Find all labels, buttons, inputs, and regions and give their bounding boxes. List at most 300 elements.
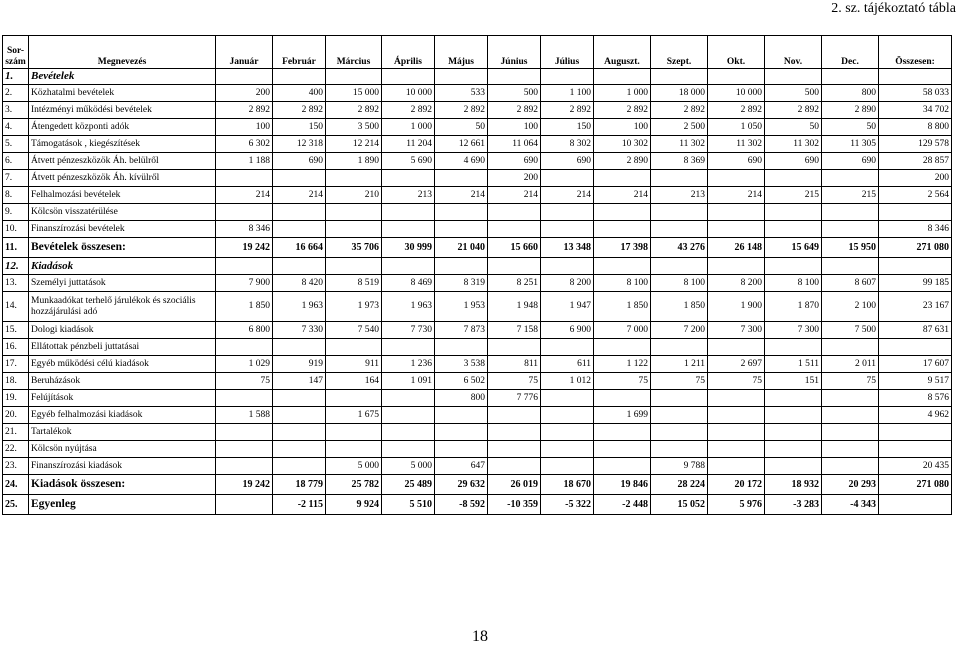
- column-header: Január: [216, 36, 273, 69]
- month-value-cell: [708, 441, 765, 458]
- row-label: Felhalmozási bevételek: [29, 187, 216, 204]
- table-row: [3, 339, 952, 356]
- month-value-cell: 18 932: [765, 475, 822, 495]
- month-value-cell: 533: [435, 85, 488, 102]
- month-value-cell: 7 873: [435, 322, 488, 339]
- month-value-cell: 26 019: [488, 475, 541, 495]
- month-value-cell: [541, 390, 594, 407]
- table-row: [3, 85, 952, 102]
- table-row: [3, 187, 952, 204]
- table-row: [3, 441, 952, 458]
- month-value-cell: 2 011: [822, 356, 879, 373]
- row-label: Egyéb működési célú kiadások: [29, 356, 216, 373]
- month-value-cell: 26 148: [708, 238, 765, 258]
- month-value-cell: 50: [822, 119, 879, 136]
- month-value-cell: [326, 69, 382, 85]
- month-value-cell: 214: [594, 187, 651, 204]
- month-value-cell: [435, 407, 488, 424]
- month-value-cell: 1 588: [216, 407, 273, 424]
- row-total-cell: [879, 69, 952, 85]
- row-number: 6.: [3, 153, 29, 170]
- row-total-cell: 20 435: [879, 458, 952, 475]
- row-label: Munkaadókat terhelő járulékok és szociális hozzájárulási adó: [29, 292, 216, 322]
- month-value-cell: 5 000: [326, 458, 382, 475]
- month-value-cell: 1 850: [216, 292, 273, 322]
- column-header: Nov.: [765, 36, 822, 69]
- month-value-cell: 690: [541, 153, 594, 170]
- month-value-cell: 2 892: [435, 102, 488, 119]
- month-value-cell: -10 359: [488, 495, 541, 515]
- table-row: [3, 356, 952, 373]
- month-value-cell: 8 200: [708, 275, 765, 292]
- month-value-cell: [765, 424, 822, 441]
- month-value-cell: 21 040: [435, 238, 488, 258]
- month-value-cell: 75: [651, 373, 708, 390]
- row-number: 7.: [3, 170, 29, 187]
- month-value-cell: [765, 407, 822, 424]
- month-value-cell: [216, 258, 273, 275]
- month-value-cell: 10 302: [594, 136, 651, 153]
- column-header: Auguszt.: [594, 36, 651, 69]
- month-value-cell: 811: [488, 356, 541, 373]
- month-value-cell: 3 538: [435, 356, 488, 373]
- month-value-cell: [651, 221, 708, 238]
- column-header: Március: [326, 36, 382, 69]
- month-value-cell: [651, 69, 708, 85]
- row-total-cell: [879, 441, 952, 458]
- month-value-cell: [488, 458, 541, 475]
- month-value-cell: 8 100: [765, 275, 822, 292]
- month-value-cell: [541, 221, 594, 238]
- month-value-cell: 215: [822, 187, 879, 204]
- month-value-cell: [488, 339, 541, 356]
- month-value-cell: 400: [273, 85, 326, 102]
- row-label: Kölcsön nyújtása: [29, 441, 216, 458]
- month-value-cell: 214: [273, 187, 326, 204]
- month-value-cell: [541, 170, 594, 187]
- month-value-cell: 6 502: [435, 373, 488, 390]
- month-value-cell: 100: [488, 119, 541, 136]
- month-value-cell: 2 892: [541, 102, 594, 119]
- month-value-cell: [435, 424, 488, 441]
- month-value-cell: 8 369: [651, 153, 708, 170]
- column-header: Összesen:: [879, 36, 952, 69]
- row-label: Kölcsön visszatérülése: [29, 204, 216, 221]
- row-number: 12.: [3, 258, 29, 275]
- month-value-cell: 7 300: [765, 322, 822, 339]
- month-value-cell: 35 706: [326, 238, 382, 258]
- row-label: Közhatalmi bevételek: [29, 85, 216, 102]
- month-value-cell: [708, 170, 765, 187]
- row-label: Bevételek összesen:: [29, 238, 216, 258]
- month-value-cell: [765, 258, 822, 275]
- table-row: [3, 292, 952, 322]
- month-value-cell: 214: [435, 187, 488, 204]
- month-value-cell: 1 100: [541, 85, 594, 102]
- table-row: [3, 69, 952, 85]
- month-value-cell: 150: [541, 119, 594, 136]
- month-value-cell: 1 963: [273, 292, 326, 322]
- month-value-cell: [594, 221, 651, 238]
- row-number: 8.: [3, 187, 29, 204]
- month-value-cell: 1 900: [708, 292, 765, 322]
- month-value-cell: 2 890: [822, 102, 879, 119]
- month-value-cell: [594, 170, 651, 187]
- row-label: Kiadások: [29, 258, 216, 275]
- month-value-cell: [216, 495, 273, 515]
- month-value-cell: [594, 258, 651, 275]
- month-value-cell: [651, 390, 708, 407]
- month-value-cell: -8 592: [435, 495, 488, 515]
- month-value-cell: 43 276: [651, 238, 708, 258]
- table-row: [3, 495, 952, 515]
- row-number: 24.: [3, 475, 29, 495]
- month-value-cell: 6 900: [541, 322, 594, 339]
- month-value-cell: [273, 204, 326, 221]
- month-value-cell: -2 115: [273, 495, 326, 515]
- month-value-cell: [651, 407, 708, 424]
- month-value-cell: 1 963: [382, 292, 435, 322]
- month-value-cell: [594, 69, 651, 85]
- month-value-cell: 9 788: [651, 458, 708, 475]
- row-total-cell: 271 080: [879, 475, 952, 495]
- month-value-cell: 5 690: [382, 153, 435, 170]
- month-value-cell: [382, 221, 435, 238]
- month-value-cell: 28 224: [651, 475, 708, 495]
- row-number: 23.: [3, 458, 29, 475]
- row-label: Átvett pénzeszközök Áh. belülről: [29, 153, 216, 170]
- month-value-cell: 16 664: [273, 238, 326, 258]
- row-number: 21.: [3, 424, 29, 441]
- month-value-cell: [326, 339, 382, 356]
- row-number: 18.: [3, 373, 29, 390]
- row-number: 10.: [3, 221, 29, 238]
- month-value-cell: [541, 339, 594, 356]
- month-value-cell: 1 091: [382, 373, 435, 390]
- month-value-cell: [216, 424, 273, 441]
- month-value-cell: [435, 339, 488, 356]
- month-value-cell: 11 305: [822, 136, 879, 153]
- month-value-cell: 7 540: [326, 322, 382, 339]
- table-row: [3, 258, 952, 275]
- row-total-cell: 129 578: [879, 136, 952, 153]
- month-value-cell: [216, 339, 273, 356]
- table-row: [3, 136, 952, 153]
- month-value-cell: [594, 339, 651, 356]
- month-value-cell: 75: [822, 373, 879, 390]
- month-value-cell: [216, 441, 273, 458]
- row-number: 2.: [3, 85, 29, 102]
- month-value-cell: [326, 204, 382, 221]
- month-value-cell: [382, 170, 435, 187]
- month-value-cell: 11 302: [708, 136, 765, 153]
- month-value-cell: [488, 221, 541, 238]
- month-value-cell: 2 892: [594, 102, 651, 119]
- row-total-cell: [879, 424, 952, 441]
- row-number: 15.: [3, 322, 29, 339]
- row-total-cell: 271 080: [879, 238, 952, 258]
- row-number: 1.: [3, 69, 29, 85]
- month-value-cell: [708, 204, 765, 221]
- month-value-cell: [765, 69, 822, 85]
- row-number: 4.: [3, 119, 29, 136]
- month-value-cell: 690: [273, 153, 326, 170]
- month-value-cell: [216, 69, 273, 85]
- month-value-cell: [216, 204, 273, 221]
- month-value-cell: 1 511: [765, 356, 822, 373]
- month-value-cell: [273, 69, 326, 85]
- column-header: Április: [382, 36, 435, 69]
- row-number: 3.: [3, 102, 29, 119]
- month-value-cell: [216, 170, 273, 187]
- month-value-cell: 7 200: [651, 322, 708, 339]
- month-value-cell: 690: [765, 153, 822, 170]
- month-value-cell: [382, 390, 435, 407]
- month-value-cell: [326, 258, 382, 275]
- month-value-cell: 1 211: [651, 356, 708, 373]
- month-value-cell: [708, 390, 765, 407]
- month-value-cell: 214: [216, 187, 273, 204]
- month-value-cell: 2 892: [651, 102, 708, 119]
- row-label: Finanszírozási bevételek: [29, 221, 216, 238]
- row-number: 22.: [3, 441, 29, 458]
- month-value-cell: 1 953: [435, 292, 488, 322]
- month-value-cell: 1 870: [765, 292, 822, 322]
- month-value-cell: [822, 424, 879, 441]
- month-value-cell: 8 251: [488, 275, 541, 292]
- month-value-cell: [326, 441, 382, 458]
- month-value-cell: 500: [488, 85, 541, 102]
- month-value-cell: 2 100: [822, 292, 879, 322]
- table-row: [3, 119, 952, 136]
- month-value-cell: [594, 204, 651, 221]
- table-row: [3, 322, 952, 339]
- table-row: [3, 407, 952, 424]
- month-value-cell: 2 892: [488, 102, 541, 119]
- month-value-cell: 15 649: [765, 238, 822, 258]
- month-value-cell: [382, 441, 435, 458]
- row-total-cell: [879, 339, 952, 356]
- month-value-cell: 690: [708, 153, 765, 170]
- month-value-cell: 5 510: [382, 495, 435, 515]
- monthly-budget-table: [2, 35, 952, 515]
- month-value-cell: 15 660: [488, 238, 541, 258]
- month-value-cell: -4 343: [822, 495, 879, 515]
- row-label: Finanszírozási kiadások: [29, 458, 216, 475]
- month-value-cell: 213: [382, 187, 435, 204]
- month-value-cell: 1 948: [488, 292, 541, 322]
- month-value-cell: 200: [488, 170, 541, 187]
- month-value-cell: [651, 170, 708, 187]
- month-value-cell: 8 420: [273, 275, 326, 292]
- column-header: Megnevezés: [29, 36, 216, 69]
- row-number: 9.: [3, 204, 29, 221]
- table-row: [3, 153, 952, 170]
- row-number: 14.: [3, 292, 29, 322]
- month-value-cell: 7 300: [708, 322, 765, 339]
- month-value-cell: 1 236: [382, 356, 435, 373]
- month-value-cell: 3 500: [326, 119, 382, 136]
- month-value-cell: [382, 69, 435, 85]
- month-value-cell: [435, 258, 488, 275]
- month-value-cell: 1 675: [326, 407, 382, 424]
- month-value-cell: 500: [765, 85, 822, 102]
- month-value-cell: 2 892: [708, 102, 765, 119]
- month-value-cell: 1 000: [382, 119, 435, 136]
- month-value-cell: 214: [541, 187, 594, 204]
- month-value-cell: 800: [435, 390, 488, 407]
- month-value-cell: 11 064: [488, 136, 541, 153]
- table-row: [3, 204, 952, 221]
- month-value-cell: [541, 258, 594, 275]
- month-value-cell: 690: [822, 153, 879, 170]
- row-total-cell: 9 517: [879, 373, 952, 390]
- row-label: Személyi juttatások: [29, 275, 216, 292]
- month-value-cell: [765, 170, 822, 187]
- month-value-cell: 8 607: [822, 275, 879, 292]
- row-total-cell: 8 800: [879, 119, 952, 136]
- row-total-cell: 2 564: [879, 187, 952, 204]
- month-value-cell: 911: [326, 356, 382, 373]
- month-value-cell: [488, 407, 541, 424]
- month-value-cell: [326, 221, 382, 238]
- row-total-cell: 34 702: [879, 102, 952, 119]
- month-value-cell: [822, 458, 879, 475]
- column-header: Július: [541, 36, 594, 69]
- month-value-cell: 8 346: [216, 221, 273, 238]
- month-value-cell: [822, 204, 879, 221]
- row-label: Egyenleg: [29, 495, 216, 515]
- month-value-cell: 12 661: [435, 136, 488, 153]
- month-value-cell: [273, 407, 326, 424]
- month-value-cell: 25 489: [382, 475, 435, 495]
- month-value-cell: [216, 390, 273, 407]
- month-value-cell: [435, 221, 488, 238]
- column-header: Dec.: [822, 36, 879, 69]
- month-value-cell: 10 000: [708, 85, 765, 102]
- row-number: 11.: [3, 238, 29, 258]
- row-total-cell: 87 631: [879, 322, 952, 339]
- row-number: 20.: [3, 407, 29, 424]
- row-label: Egyéb felhalmozási kiadások: [29, 407, 216, 424]
- month-value-cell: 5 000: [382, 458, 435, 475]
- month-value-cell: 215: [765, 187, 822, 204]
- month-value-cell: 800: [822, 85, 879, 102]
- month-value-cell: 8 200: [541, 275, 594, 292]
- row-label: Intézményi működési bevételek: [29, 102, 216, 119]
- month-value-cell: [382, 407, 435, 424]
- month-value-cell: [708, 69, 765, 85]
- month-value-cell: [382, 339, 435, 356]
- month-value-cell: 8 319: [435, 275, 488, 292]
- month-value-cell: [708, 258, 765, 275]
- month-value-cell: 11 204: [382, 136, 435, 153]
- month-value-cell: 919: [273, 356, 326, 373]
- month-value-cell: [488, 424, 541, 441]
- row-total-cell: 23 167: [879, 292, 952, 322]
- row-total-cell: 4 962: [879, 407, 952, 424]
- month-value-cell: [651, 424, 708, 441]
- month-value-cell: 11 302: [651, 136, 708, 153]
- row-total-cell: 28 857: [879, 153, 952, 170]
- row-total-cell: [879, 495, 952, 515]
- month-value-cell: 1 850: [594, 292, 651, 322]
- month-value-cell: 15 950: [822, 238, 879, 258]
- month-value-cell: 4 690: [435, 153, 488, 170]
- month-value-cell: [822, 221, 879, 238]
- month-value-cell: 1 050: [708, 119, 765, 136]
- column-header: Február: [273, 36, 326, 69]
- month-value-cell: -3 283: [765, 495, 822, 515]
- month-value-cell: -2 448: [594, 495, 651, 515]
- row-number: 19.: [3, 390, 29, 407]
- row-total-cell: 58 033: [879, 85, 952, 102]
- month-value-cell: [708, 407, 765, 424]
- month-value-cell: 75: [594, 373, 651, 390]
- month-value-cell: -5 322: [541, 495, 594, 515]
- month-value-cell: 50: [435, 119, 488, 136]
- month-value-cell: [708, 424, 765, 441]
- month-value-cell: [541, 407, 594, 424]
- column-header: Sor-szám: [3, 36, 29, 69]
- month-value-cell: [326, 390, 382, 407]
- month-value-cell: [708, 458, 765, 475]
- row-total-cell: [879, 204, 952, 221]
- month-value-cell: [273, 424, 326, 441]
- month-value-cell: [273, 339, 326, 356]
- month-value-cell: [594, 458, 651, 475]
- month-value-cell: 15 052: [651, 495, 708, 515]
- month-value-cell: [216, 458, 273, 475]
- month-value-cell: 7 730: [382, 322, 435, 339]
- month-value-cell: [765, 221, 822, 238]
- month-value-cell: 100: [594, 119, 651, 136]
- month-value-cell: 20 172: [708, 475, 765, 495]
- column-header: Május: [435, 36, 488, 69]
- row-label: Felújítások: [29, 390, 216, 407]
- month-value-cell: 7 900: [216, 275, 273, 292]
- month-value-cell: 1 947: [541, 292, 594, 322]
- month-value-cell: 2 890: [594, 153, 651, 170]
- month-value-cell: [651, 204, 708, 221]
- row-number: 25.: [3, 495, 29, 515]
- month-value-cell: 29 632: [435, 475, 488, 495]
- month-value-cell: 214: [488, 187, 541, 204]
- month-value-cell: 1 850: [651, 292, 708, 322]
- row-total-cell: 200: [879, 170, 952, 187]
- month-value-cell: 100: [216, 119, 273, 136]
- month-value-cell: 18 000: [651, 85, 708, 102]
- month-value-cell: 164: [326, 373, 382, 390]
- month-value-cell: [765, 441, 822, 458]
- month-value-cell: 1 122: [594, 356, 651, 373]
- row-label: Kiadások összesen:: [29, 475, 216, 495]
- month-value-cell: 12 214: [326, 136, 382, 153]
- row-total-cell: 99 185: [879, 275, 952, 292]
- month-value-cell: 7 000: [594, 322, 651, 339]
- month-value-cell: 19 242: [216, 475, 273, 495]
- month-value-cell: [488, 204, 541, 221]
- month-value-cell: 647: [435, 458, 488, 475]
- month-value-cell: [435, 170, 488, 187]
- table-row: [3, 275, 952, 292]
- row-label: Tartalékok: [29, 424, 216, 441]
- month-value-cell: 6 800: [216, 322, 273, 339]
- month-value-cell: 150: [273, 119, 326, 136]
- month-value-cell: 18 670: [541, 475, 594, 495]
- month-value-cell: [541, 424, 594, 441]
- month-value-cell: 214: [708, 187, 765, 204]
